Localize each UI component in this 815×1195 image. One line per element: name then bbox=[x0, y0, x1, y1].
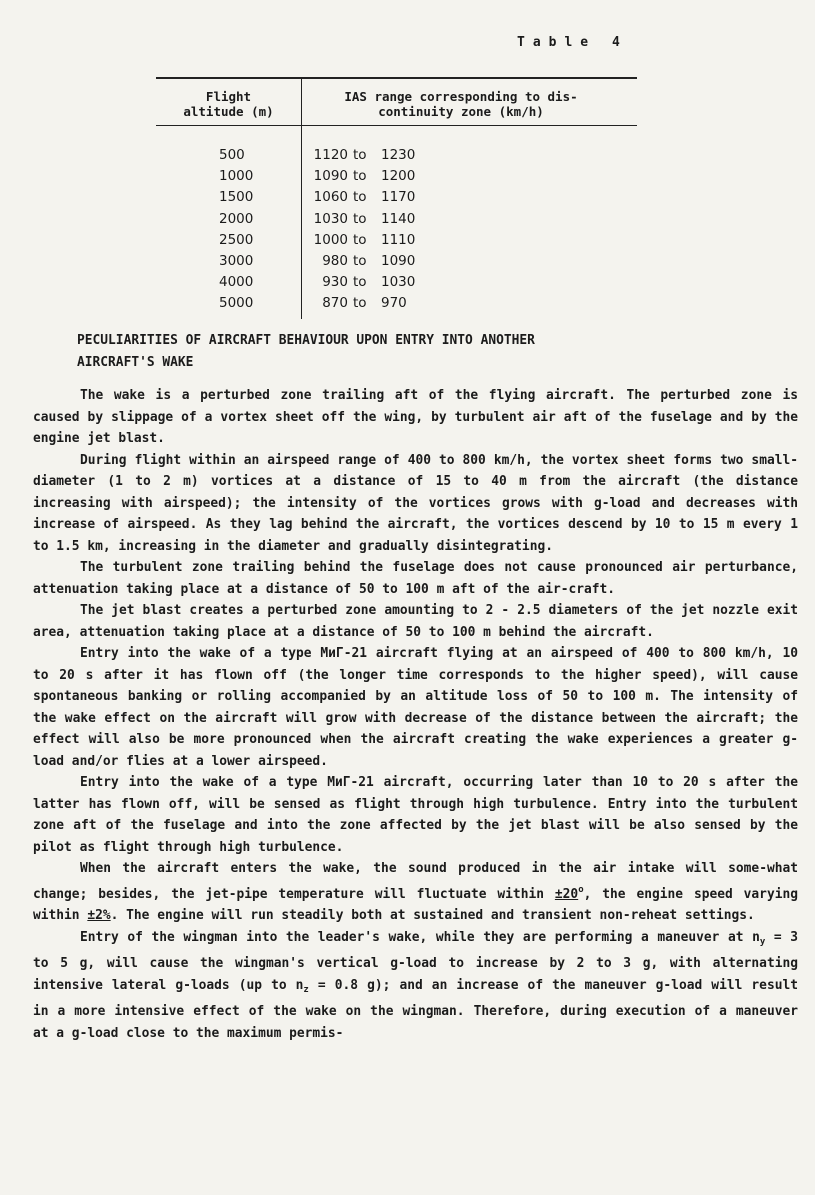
section-heading bbox=[77, 330, 798, 373]
paragraph: The jet blast creates a perturbed zone amounting to 2 - 2.5 diameters of the jet nozzle exit area, attenuation taking place at a distance of 50 to 100 m behind the aircraft. bbox=[33, 603, 798, 640]
table-row bbox=[156, 147, 637, 168]
table-row bbox=[156, 253, 637, 274]
ias-to-word: to bbox=[353, 252, 367, 269]
altitude-cell: 5000 bbox=[219, 295, 254, 312]
ias-to-word: to bbox=[353, 210, 367, 227]
ias-to-cell: 1090 bbox=[381, 252, 416, 269]
ias-to-cell: 1200 bbox=[381, 168, 416, 185]
paragraph: Entry of the wingman into the leader's wake, while they are performing a maneuver at $n_y = 3$ to 5 g, will cause the wingman's vertical g-load to increase by 2 to 3 g, with alternating intensive lateral g-loads (up to $n_z = 0.8$ g); and an increase of the maneuver g-load will result in a more intensive effect of the wake on the wingman. Therefore, during execution of a maneuver at a g-load close to the maximum permis- bbox=[33, 929, 798, 1041]
section-heading-line2: AIRCRAFT'S WAKE bbox=[77, 354, 194, 370]
ias-to-cell: 1140 bbox=[381, 210, 416, 227]
paragraph: When the aircraft enters the wake, the sound produced in the air intake will some-what change; besides, the jet-pipe temperature will fluctuate within $\pm 20^o$, the engine speed varying within ±2%. The engine will run steadily both at sustained and transient non-reheat settings. bbox=[33, 861, 798, 923]
altitude-cell: 500 bbox=[219, 147, 245, 163]
ias-from-cell: 1120 bbox=[313, 147, 348, 163]
altitude-cell: 2000 bbox=[219, 210, 254, 227]
ias-to-word: to bbox=[353, 295, 367, 312]
body-text bbox=[33, 330, 798, 1044]
ias-from-cell: 980 bbox=[322, 252, 348, 269]
ias-from-cell: 1000 bbox=[313, 231, 348, 248]
paragraph: Entry into the wake of a type МиГ-21 aircraft flying at an airspeed of 400 to 800 km/h, 10 to 20 s after it has flown off (the longer time corresponds to the higher speed), will cause spontaneous banking or rolling accompanied by an altitude loss of 50 to 100 m. The intensity of the wake effect on the aircraft will grow with decrease of the distance between the aircraft; the effect will also be more pronounced when the aircraft creating the wake experiences a greater g-load and/or flies at a lower airspeed. bbox=[33, 646, 798, 769]
ias-to-word: to bbox=[353, 189, 367, 206]
header-altitude-line2: altitude (m) bbox=[183, 104, 274, 119]
ias-to-word: to bbox=[353, 274, 367, 291]
ias-to-word: to bbox=[353, 168, 367, 185]
ias-from-cell: 1090 bbox=[313, 168, 348, 185]
header-ias-line2: continuity zone (km/h) bbox=[378, 104, 544, 119]
table-body bbox=[156, 147, 637, 317]
header-divider bbox=[156, 125, 637, 126]
altitude-cell: 3000 bbox=[219, 252, 254, 269]
table-row bbox=[156, 189, 637, 210]
header-ias-range bbox=[306, 89, 616, 119]
altitude-cell: 1500 bbox=[219, 189, 254, 206]
ias-from-cell: 1060 bbox=[313, 189, 348, 206]
ias-to-word: to bbox=[353, 231, 367, 248]
ias-to-cell: 970 bbox=[381, 295, 407, 312]
ias-from-cell: 1030 bbox=[313, 210, 348, 227]
table-label: Table 4 bbox=[517, 35, 628, 50]
data-table bbox=[156, 77, 637, 322]
table-row bbox=[156, 211, 637, 232]
altitude-cell: 1000 bbox=[219, 168, 254, 185]
altitude-cell: 2500 bbox=[219, 231, 254, 248]
header-ias-line1: IAS range corresponding to dis- bbox=[344, 89, 578, 104]
table-row bbox=[156, 168, 637, 189]
ias-from-cell: 870 bbox=[322, 295, 348, 312]
ias-to-cell: 1110 bbox=[381, 231, 416, 248]
ias-to-word: to bbox=[353, 147, 367, 163]
header-altitude-line1: Flight bbox=[205, 89, 252, 104]
table-row bbox=[156, 295, 637, 316]
paragraph: The turbulent zone trailing behind the fuselage does not cause pronounced air perturbance, attenuation taking place at a distance of 50 to 100 m aft of the air-craft. bbox=[33, 560, 798, 597]
ias-to-cell: 1170 bbox=[381, 189, 416, 206]
paragraph: The wake is a perturbed zone trailing aft of the flying aircraft. The perturbed zone is caused by slippage of a vortex sheet off the wing, by turbulent air aft of the fuselage and by the engine jet blast. bbox=[33, 388, 798, 446]
altitude-cell: 4000 bbox=[219, 274, 254, 291]
ias-from-cell: 930 bbox=[322, 274, 348, 291]
table-row bbox=[156, 232, 637, 253]
ias-to-cell: 1230 bbox=[381, 147, 416, 163]
paragraph: During flight within an airspeed range of 400 to 800 km/h, the vortex sheet forms two small-diameter (1 to 2 m) vortices at a distance of 15 to 40 m from the aircraft (the distance increasing with airspeed); the intensity of the vortices grows with g-load and decreases with increase of airspeed. As they lag behind the aircraft, the vortices descend by 10 to 15 m every 1 to 1.5 km, increasing in the diameter and gradually disintegrating. bbox=[33, 452, 798, 554]
header-altitude bbox=[156, 89, 301, 119]
paragraph: Entry into the wake of a type МиГ-21 aircraft, occurring later than 10 to 20 s after the latter has flown off, will be sensed as flight through high turbulence. Entry into the turbulent zone aft of the fuselage and into the zone affected by the jet blast will be also sensed by the pilot as flight through high turbulence. bbox=[33, 775, 798, 855]
ias-to-cell: 1030 bbox=[381, 274, 416, 291]
table-row bbox=[156, 274, 637, 295]
section-heading-line1: PECULIARITIES OF AIRCRAFT BEHAVIOUR UPON ENTRY INTO ANOTHER bbox=[77, 333, 535, 348]
